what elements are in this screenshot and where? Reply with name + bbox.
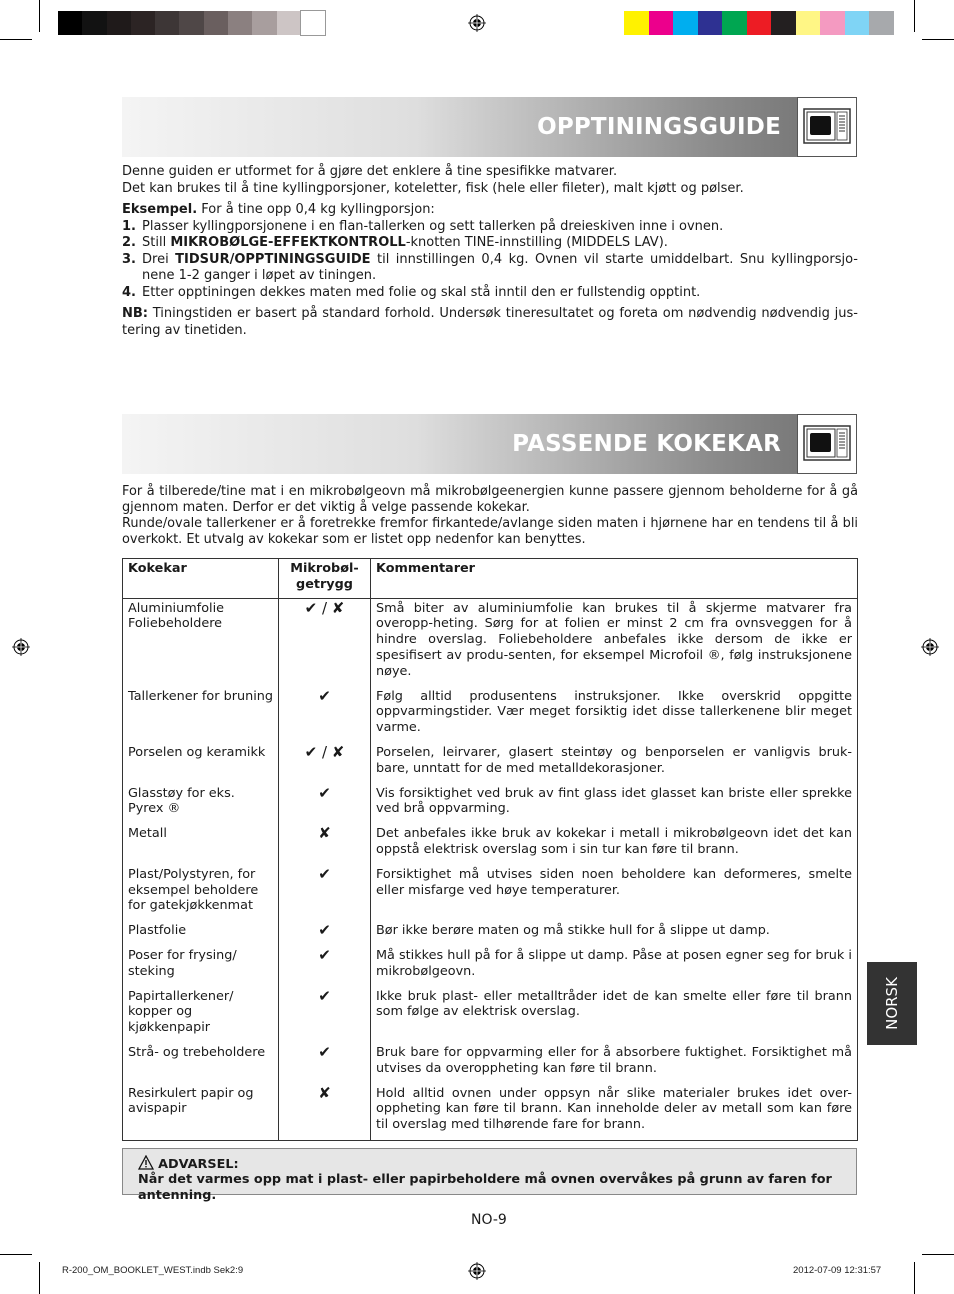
comment-cell: Vis forsiktighet ved bruk av fint glass idet glasset kan briste eller sprekke ved brå oppvarming. — [371, 784, 858, 825]
step-text: Still — [142, 235, 171, 250]
passende-kokekar-intro — [122, 484, 858, 548]
color-swatch — [624, 11, 649, 35]
example-text: For å tine opp 0,4 kg kyllingporsjon: — [197, 202, 435, 217]
color-swatch — [869, 11, 894, 35]
example-line — [122, 202, 858, 219]
gray-swatch — [252, 11, 276, 35]
gray-swatch — [82, 11, 106, 35]
table-row — [123, 865, 858, 921]
crop-mark — [0, 39, 32, 40]
step-control-name: TIDSUR/OPPTININGSGUIDE — [175, 251, 371, 267]
intro-paragraph: For å tilberede/tine mat i en mikrobølgeovn må mikrobølgeenergien kunne passere gjennom beholderne for å gå gjennom maten. Derfor er det viktig å velge passende kokekar. — [122, 484, 858, 515]
step-text: til innstillingen 0,4 kg. Ovnen vil starte umiddelbart. Snu kyllingporsjo-nene 1-2 ganger i løpet av tiningen. — [142, 251, 859, 283]
crop-mark — [922, 1254, 954, 1255]
table-row — [123, 921, 858, 946]
microwave-safe-mark: ✔ / ✘ — [279, 598, 371, 686]
note-paragraph — [122, 306, 858, 339]
registration-mark-icon — [12, 638, 30, 656]
step-number: 3. — [122, 251, 136, 267]
table-row — [123, 1084, 858, 1141]
table-row — [123, 1043, 858, 1084]
step-control-name: MIKROBØLGE-EFFEKTKONTROLL — [170, 235, 406, 250]
crop-mark — [914, 0, 915, 32]
table-row — [123, 824, 858, 865]
color-swatch — [673, 11, 698, 35]
section-banner-opptiningsguide — [122, 97, 857, 157]
gray-swatch — [228, 11, 252, 35]
comment-cell: Bør ikke berøre maten og må stikke hull for å slippe ut damp. — [371, 921, 858, 946]
warning-text: Når det varmes opp mat i plast- eller papirbeholdere må ovnen overvåkes på grunn av faren for antenning. — [138, 1172, 832, 1203]
cookware-name: Poser for frysing/ steking — [123, 946, 279, 987]
microwave-oven-icon — [797, 414, 857, 474]
microwave-safe-mark: ✔ — [279, 784, 371, 825]
step-text: -knotten TINE-innstilling (MIDDELS LAV). — [405, 235, 668, 250]
table-row — [123, 687, 858, 743]
crop-mark — [914, 1262, 915, 1294]
gray-swatch — [131, 11, 155, 35]
gray-swatch — [277, 11, 301, 35]
cookware-name: Aluminiumfolie Foliebeholdere — [123, 598, 279, 686]
comment-cell: Bruk bare for oppvarming eller for å absorbere fuktighet. Forsiktighet må utvises da overoppheting kan føre til brann. — [371, 1043, 858, 1084]
registration-mark-icon — [468, 1262, 486, 1280]
cookware-name: Strå- og trebeholdere — [123, 1043, 279, 1084]
crop-mark — [39, 0, 40, 32]
gray-swatch — [155, 11, 179, 35]
note-text: Tiningstiden er basert på standard forhold. Undersøk tineresultatet og foreta om nødvendig nødvendig jus-tering av tinetiden. — [122, 306, 858, 338]
comment-cell: Forsiktighet må utvises siden noen beholdere kan deformeres, smelte eller misfarge ved høye temperaturer. — [371, 865, 858, 921]
process-color-bar — [624, 11, 894, 35]
comment-cell: Det anbefales ikke bruk av kokekar i metall i mikrobølgeovn idet det kan oppstå elektrisk overslag som i sin tur kan føre til brann. — [371, 824, 858, 865]
cookware-name: Glasstøy for eks. Pyrex ® — [123, 784, 279, 825]
microwave-safe-mark: ✔ — [279, 1043, 371, 1084]
warning-triangle-icon — [138, 1155, 154, 1170]
gray-swatch — [58, 11, 82, 35]
table-row — [123, 598, 858, 686]
warning-heading — [138, 1155, 239, 1173]
comment-cell: Hold alltid ovnen under oppsyn når slike materialer brukes idet over-oppheting kan føre til brann. Kan inneholde deler av metall som kan føre til overslag med tilhørende fare for brann. — [371, 1084, 858, 1141]
table-header-row — [123, 559, 858, 599]
cookware-name: Plastfolie — [123, 921, 279, 946]
language-tab-label: NORSK — [883, 977, 901, 1030]
microwave-safe-mark: ✘ — [279, 824, 371, 865]
cookware-table — [122, 558, 858, 1141]
intro-line: Denne guiden er utformet for å gjøre det enklere å tine spesifikke matvarer. — [122, 164, 618, 179]
section-title: PASSENDE KOKEKAR — [512, 431, 781, 457]
color-swatch — [845, 11, 870, 35]
step-number: 1. — [122, 218, 136, 234]
step-text: Plasser kyllingporsjonene i en flan-tallerken og sett tallerken på dreieskiven inne i ovnen. — [142, 218, 724, 234]
opptiningsguide-body — [122, 164, 858, 339]
table-row — [123, 946, 858, 987]
cookware-name: Resirkulert papir og avispapir — [123, 1084, 279, 1141]
color-swatch — [820, 11, 845, 35]
color-swatch — [747, 11, 772, 35]
registration-mark-icon — [468, 14, 486, 32]
color-swatch — [649, 11, 674, 35]
section-title: OPPTININGSGUIDE — [537, 114, 781, 140]
step-item — [122, 235, 858, 252]
microwave-safe-mark: ✔ — [279, 865, 371, 921]
gray-swatch — [204, 11, 228, 35]
color-swatch — [698, 11, 723, 35]
gray-swatch — [107, 11, 131, 35]
grayscale-color-bar — [58, 11, 325, 35]
microwave-safe-mark: ✘ — [279, 1084, 371, 1141]
microwave-safe-mark: ✔ / ✘ — [279, 743, 371, 784]
column-header: Mikrobøl-getrygg — [279, 559, 371, 599]
section-banner-passende-kokekar — [122, 414, 857, 474]
step-number: 4. — [122, 284, 136, 300]
step-number: 2. — [122, 235, 136, 250]
gray-swatch — [179, 11, 203, 35]
comment-cell: Følg alltid produsentens instruksjoner. Ikke overskrid oppgitte oppvarmingstider. Vær meget forsiktig idet disse tallerkenene blir meget varme. — [371, 687, 858, 743]
step-item — [122, 219, 858, 236]
comment-cell: Må stikkes hull på for å slippe ut damp. Påse at posen egner seg for bruk i mikrobølgeovn. — [371, 946, 858, 987]
column-header: Kommentarer — [371, 559, 858, 599]
cookware-name: Tallerkener for bruning — [123, 687, 279, 743]
crop-mark — [922, 39, 954, 40]
example-label: Eksempel. — [122, 202, 198, 217]
color-swatch — [771, 11, 796, 35]
microwave-oven-icon — [797, 97, 857, 157]
column-header: Kokekar — [123, 559, 279, 599]
microwave-safe-mark: ✔ — [279, 921, 371, 946]
note-label: NB: — [122, 306, 148, 321]
color-swatch — [796, 11, 821, 35]
cookware-name: Plast/Polystyren, for eksempel beholdere for gatekjøkkenmat — [123, 865, 279, 921]
warning-box — [122, 1148, 857, 1203]
microwave-safe-mark: ✔ — [279, 946, 371, 987]
registration-mark-icon — [921, 638, 939, 656]
microwave-safe-mark: ✔ — [279, 987, 371, 1043]
crop-mark — [39, 1262, 40, 1294]
footer-timestamp: 2012-07-09 12:31:57 — [793, 1265, 882, 1276]
language-tab — [867, 962, 917, 1045]
intro-paragraph: Runde/ovale tallerkener er å foretrekke fremfor firkantede/avlange siden maten i hjørnene har en tendens til å bli overkokt. Et utvalg av kokekar som er listet opp nedenfor kan benyttes. — [122, 516, 858, 547]
cookware-name: Papirtallerkener/ kopper og kjøkkenpapir — [123, 987, 279, 1043]
step-text: Drei — [142, 251, 176, 267]
step-text: Etter opptiningen dekkes maten med folie og skal stå inntil den er fullstendig opptint. — [142, 284, 701, 300]
page-number: NO-9 — [471, 1212, 507, 1228]
comment-cell: Små biter av aluminiumfolie kan brukes til å skjerme matvarer fra overopp-heting. Sørg for at folien er minst 2 cm fra ovnsveggen for å hindre overslag. Foliebeholdere anbefales ikke dersom de ikke er spesifisert av produ-senten, for eksempel Microfoil ®, følg instruksjonene nøye. — [371, 598, 858, 686]
table-row — [123, 743, 858, 784]
step-item — [122, 252, 858, 285]
color-swatch — [722, 11, 747, 35]
warning-label: ADVARSEL: — [158, 1157, 239, 1172]
table-row — [123, 987, 858, 1043]
cookware-name: Porselen og keramikk — [123, 743, 279, 784]
comment-cell: Porselen, leirvarer, glasert steintøy og benporselen er vanligvis bruk-bare, unntatt for de med metalldekorasjoner. — [371, 743, 858, 784]
gray-swatch — [301, 11, 325, 35]
cookware-name: Metall — [123, 824, 279, 865]
footer-file-info: R-200_OM_BOOKLET_WEST.indb Sek2:9 — [62, 1265, 244, 1276]
table-row — [123, 784, 858, 825]
crop-mark — [0, 1254, 32, 1255]
comment-cell: Ikke bruk plast- eller metalltråder idet de kan smelte eller føre til brann som følge av elektrisk overslag. — [371, 987, 858, 1043]
intro-line: Det kan brukes til å tine kyllingporsjoner, koteletter, fisk (hele eller fileter), malt kjøtt og pølser. — [122, 180, 744, 196]
step-item — [122, 285, 858, 302]
microwave-safe-mark: ✔ — [279, 687, 371, 743]
